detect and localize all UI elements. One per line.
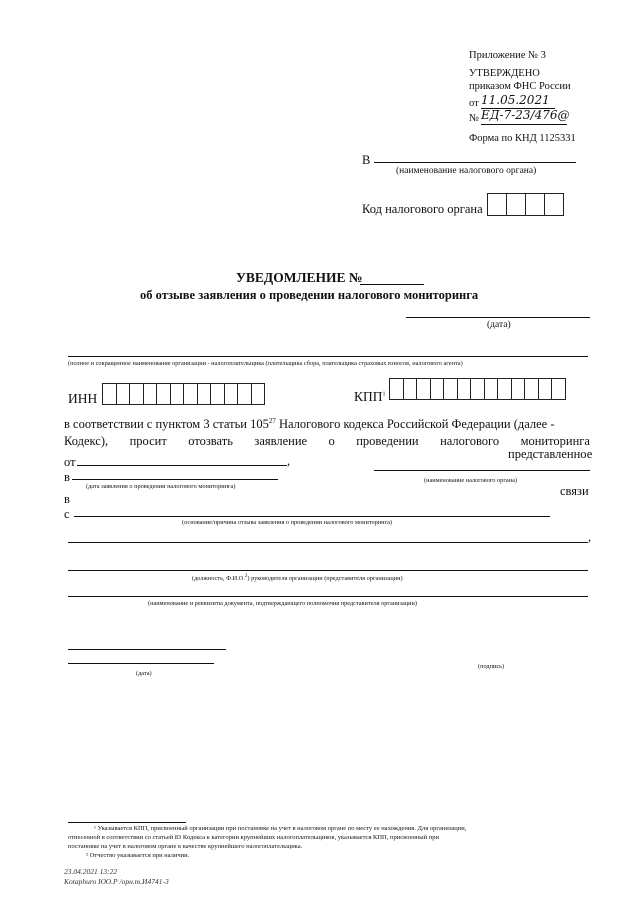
- tax-code-label: Код налогового органа: [362, 202, 483, 216]
- inn-cell[interactable]: [170, 383, 185, 405]
- form-code: Форма по КНД 1125331: [469, 133, 576, 144]
- notice-subtitle: об отзыве заявления о проведении налогового мониторинга: [140, 288, 479, 302]
- kpp-label: КПП$^1$: [354, 389, 386, 404]
- in2-prefix: в: [64, 492, 70, 506]
- inn-cell[interactable]: [156, 383, 171, 405]
- kpp-cell[interactable]: [511, 378, 526, 400]
- body-line-1: в соответствии с пунктом 3 статьи $105^{27}$ Налогового кодекса Российской Федерации (далее -: [64, 417, 555, 432]
- kpp-cell[interactable]: [470, 378, 485, 400]
- number-prefix: №: [469, 113, 480, 124]
- footnote-1-line-3: постановке на учет в налоговом органе в качестве крупнейшего налогоплательщика.: [68, 843, 303, 850]
- body-line-2: Кодекс), просит отозвать заявление о проведении налогового мониторинга: [64, 434, 590, 448]
- footnote-1-line-2: отнесенной в соответствии со статьей 83 Кодекса к категории крупнейших налогоплательщиков, указывается КПП, присвоенный при: [68, 834, 439, 841]
- reason-line-2: [68, 542, 588, 543]
- with-prefix: с: [64, 507, 70, 521]
- authority-document-line: [68, 596, 588, 597]
- notice-date-line: [406, 317, 590, 318]
- inn-cell[interactable]: [116, 383, 131, 405]
- application-date-line: [77, 465, 287, 466]
- tax-authority-name-caption: (наименование налогового органа): [424, 477, 517, 484]
- tax-code-cell[interactable]: [487, 193, 507, 216]
- inn-cell[interactable]: [237, 383, 252, 405]
- kpp-cell[interactable]: [524, 378, 539, 400]
- kpp-cell[interactable]: [389, 378, 404, 400]
- tax-authority-caption: (наименование налогового органа): [396, 166, 537, 176]
- kpp-cells[interactable]: [389, 378, 566, 400]
- inn-cell[interactable]: [143, 383, 158, 405]
- tax-authority-line: [374, 162, 576, 163]
- appendix-label: Приложение № 3: [469, 50, 546, 61]
- stamp-line-1: 23.04.2021 13:22: [64, 867, 118, 876]
- kpp-cell[interactable]: [497, 378, 512, 400]
- from-date-comma: ,: [287, 454, 291, 468]
- in-prefix: в: [64, 470, 70, 484]
- to-prefix: В: [362, 153, 371, 167]
- body-represented: представленное: [508, 447, 593, 461]
- kpp-cell[interactable]: [538, 378, 553, 400]
- signer-position-caption: (должность, Ф.И.О.$^2$) руководителя организации (представителя организации): [192, 574, 403, 583]
- sign-date-line-1: [68, 649, 226, 650]
- inn-cell[interactable]: [129, 383, 144, 405]
- from-prefix: от: [469, 98, 479, 109]
- inn-cell[interactable]: [183, 383, 198, 405]
- kpp-cell[interactable]: [484, 378, 499, 400]
- from-date-prefix: от: [64, 455, 76, 469]
- tax-code-cell[interactable]: [525, 193, 545, 216]
- signer-position-line: [68, 570, 588, 571]
- tax-code-cell[interactable]: [544, 193, 564, 216]
- tax-code-cells[interactable]: [487, 193, 564, 216]
- order-number-handwritten: ЕД-7-23/476@: [481, 108, 570, 122]
- approved-label: УТВЕРЖДЕНО: [469, 68, 540, 79]
- sign-date-line-2: [68, 663, 214, 664]
- order-number-line: [481, 124, 567, 125]
- org-name-line: [68, 356, 588, 357]
- inn-cell[interactable]: [102, 383, 117, 405]
- tax-code-cell[interactable]: [506, 193, 526, 216]
- order-label: приказом ФНС России: [469, 81, 571, 92]
- kpp-cell[interactable]: [430, 378, 445, 400]
- kpp-cell[interactable]: [416, 378, 431, 400]
- tax-authority-name-line: [374, 470, 590, 471]
- svyazi-word: связи: [560, 484, 589, 498]
- footnote-separator: [68, 822, 186, 823]
- stamp-line-2: Kotaphuro ЮО.Р /орн.т.И4741-3: [64, 877, 169, 886]
- inn-cells[interactable]: [102, 383, 265, 405]
- notice-number-line: [360, 284, 424, 285]
- kpp-cell[interactable]: [551, 378, 566, 400]
- reason-comma: ,: [588, 530, 592, 544]
- inn-cell[interactable]: [224, 383, 239, 405]
- signature-caption: (подпись): [478, 663, 505, 670]
- in-tax-authority-line: [72, 479, 278, 480]
- notice-title: УВЕДОМЛЕНИЕ №: [236, 270, 363, 285]
- kpp-cell[interactable]: [457, 378, 472, 400]
- application-date-caption: (дата заявления о проведении налогового мониторинга): [86, 483, 236, 490]
- inn-cell[interactable]: [251, 383, 266, 405]
- kpp-cell[interactable]: [403, 378, 418, 400]
- org-name-caption: (полное и сокращенное наименование организации - налогоплательщика (плательщика сбора, плательщика страховых взносов, налогового агента): [68, 360, 463, 367]
- footnote-1-line-1: ¹ Указывается КПП, присвоенный организации при постановке на учет в налоговом органе по месту ее нахождения. Для организации,: [94, 825, 467, 832]
- inn-label: ИНН: [68, 391, 98, 406]
- kpp-cell[interactable]: [443, 378, 458, 400]
- authority-document-caption: (наименование и реквизиты документа, подтверждающего полномочия представителя организации): [148, 600, 417, 607]
- notice-date-caption: (дата): [487, 320, 511, 330]
- inn-cell[interactable]: [210, 383, 225, 405]
- reason-line: [74, 516, 550, 517]
- inn-cell[interactable]: [197, 383, 212, 405]
- sign-date-caption: (дата): [136, 670, 152, 677]
- order-date-handwritten: 11.05.2021: [481, 93, 550, 107]
- footnote-2: ² Отчество указывается при наличии.: [86, 852, 190, 859]
- reason-caption: (основание/причина отзыва заявления о проведении налогового мониторинга): [182, 519, 393, 526]
